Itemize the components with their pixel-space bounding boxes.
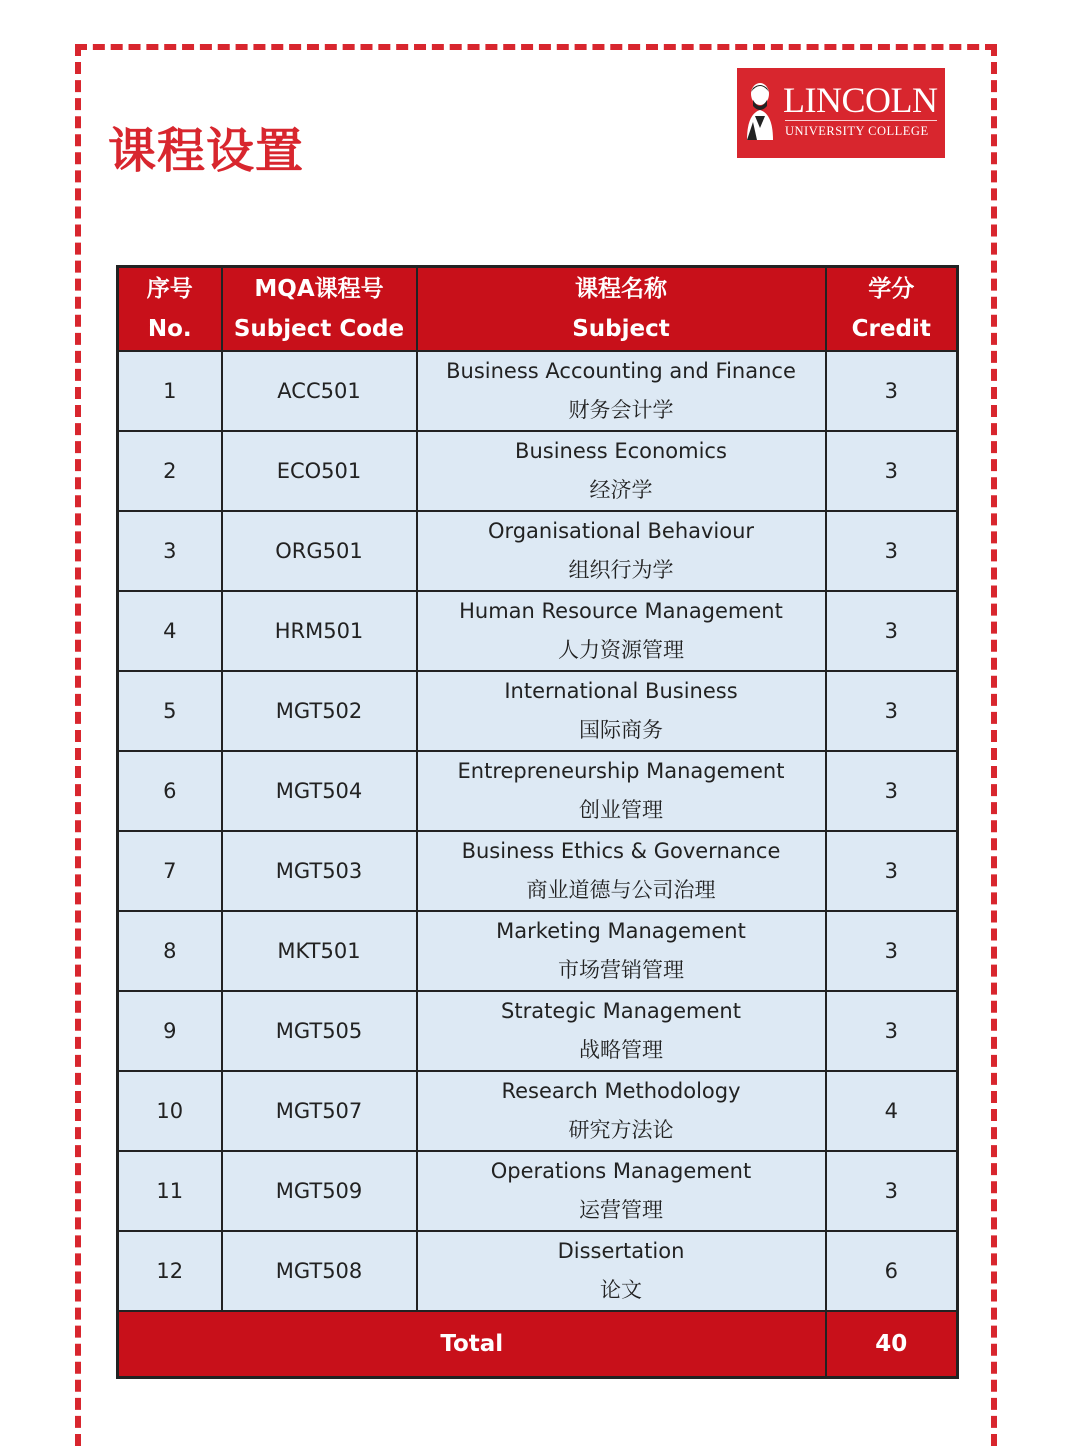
header-subject-cn: 课程名称 [575, 276, 667, 302]
subject-en: Operations Management [490, 1159, 752, 1183]
logo-divider [785, 120, 937, 121]
header-no [118, 267, 222, 352]
total-row [118, 1311, 958, 1378]
subject-en: Business Economics [515, 439, 727, 463]
subject-cn: 战略管理 [579, 1038, 663, 1062]
subject-en: Dissertation [557, 1239, 685, 1263]
row-code: MGT508 [222, 1231, 417, 1311]
row-subject [417, 991, 826, 1071]
row-credit: 3 [826, 991, 958, 1071]
row-subject [417, 751, 826, 831]
table-row [118, 831, 958, 911]
table-row [118, 431, 958, 511]
row-credit: 3 [826, 511, 958, 591]
header-credit-cn: 学分 [868, 276, 915, 302]
row-no: 3 [118, 511, 222, 591]
header-no-cn: 序号 [146, 276, 193, 302]
row-no: 6 [118, 751, 222, 831]
row-no: 8 [118, 911, 222, 991]
table-row [118, 1231, 958, 1311]
course-table [116, 265, 959, 1379]
table-row [118, 671, 958, 751]
row-subject [417, 1231, 826, 1311]
row-code: MGT503 [222, 831, 417, 911]
table-header-row [118, 267, 958, 352]
row-credit: 3 [826, 751, 958, 831]
row-code: ORG501 [222, 511, 417, 591]
row-subject [417, 1151, 826, 1231]
row-code: MKT501 [222, 911, 417, 991]
row-subject [417, 511, 826, 591]
subject-en: Business Accounting and Finance [446, 359, 796, 383]
table-row [118, 591, 958, 671]
header-code [222, 267, 417, 352]
row-credit: 3 [826, 591, 958, 671]
subject-cn: 组织行为学 [568, 558, 674, 582]
row-code: MGT504 [222, 751, 417, 831]
row-credit: 3 [826, 431, 958, 511]
subject-en: Organisational Behaviour [487, 519, 755, 543]
table-row [118, 511, 958, 591]
row-subject [417, 351, 826, 431]
logo-wordmark: LINCOLN [783, 80, 938, 120]
page-title: 课程设置 [108, 123, 305, 179]
total-value: 40 [826, 1311, 958, 1378]
row-code: MGT502 [222, 671, 417, 751]
subject-cn: 国际商务 [579, 718, 663, 742]
row-code: MGT505 [222, 991, 417, 1071]
header-subject-en: Subject [572, 316, 670, 342]
subject-en: Human Resource Management [459, 599, 783, 623]
row-code: MGT509 [222, 1151, 417, 1231]
table-row [118, 751, 958, 831]
row-subject [417, 671, 826, 751]
subject-cn: 财务会计学 [568, 398, 674, 422]
subject-en: International Business [504, 679, 738, 703]
subject-cn: 经济学 [589, 478, 653, 502]
row-subject [417, 1071, 826, 1151]
header-credit-en: Credit [851, 316, 931, 342]
row-code: ACC501 [222, 351, 417, 431]
row-no: 7 [118, 831, 222, 911]
row-credit: 3 [826, 831, 958, 911]
row-credit: 3 [826, 1151, 958, 1231]
subject-cn: 创业管理 [579, 798, 663, 822]
header-code-en: Subject Code [233, 316, 405, 342]
subject-en: Research Methodology [501, 1079, 741, 1103]
row-credit: 3 [826, 911, 958, 991]
subject-cn: 研究方法论 [568, 1118, 674, 1142]
subject-en: Strategic Management [501, 999, 741, 1023]
row-credit: 3 [826, 351, 958, 431]
row-no: 12 [118, 1231, 222, 1311]
row-credit: 4 [826, 1071, 958, 1151]
subject-cn: 商业道德与公司治理 [526, 878, 716, 902]
subject-cn: 论文 [600, 1278, 642, 1302]
subject-en: Business Ethics & Governance [461, 839, 781, 863]
row-code: ECO501 [222, 431, 417, 511]
row-no: 4 [118, 591, 222, 671]
subject-cn: 运营管理 [579, 1198, 663, 1222]
row-subject [417, 831, 826, 911]
row-credit: 3 [826, 671, 958, 751]
subject-en: Entrepreneurship Management [457, 759, 785, 783]
row-no: 2 [118, 431, 222, 511]
row-code: HRM501 [222, 591, 417, 671]
table-row [118, 351, 958, 431]
row-no: 10 [118, 1071, 222, 1151]
subject-en: Marketing Management [496, 919, 746, 943]
row-no: 9 [118, 991, 222, 1071]
row-credit: 6 [826, 1231, 958, 1311]
row-no: 1 [118, 351, 222, 431]
logo-subtitle: UNIVERSITY COLLEGE [785, 124, 929, 138]
subject-cn: 人力资源管理 [558, 638, 684, 662]
header-no-en: No. [147, 316, 192, 342]
lincoln-bust-emblem [743, 78, 777, 148]
row-no: 11 [118, 1151, 222, 1231]
row-code: MGT507 [222, 1071, 417, 1151]
header-credit [826, 267, 958, 352]
table-row [118, 991, 958, 1071]
row-no: 5 [118, 671, 222, 751]
row-subject [417, 911, 826, 991]
subject-cn: 市场营销管理 [558, 958, 684, 982]
table-row [118, 911, 958, 991]
row-subject [417, 591, 826, 671]
lincoln-logo [737, 68, 945, 158]
table-row [118, 1071, 958, 1151]
header-code-cn: MQA课程号 [254, 276, 384, 302]
header-subject [417, 267, 826, 352]
total-label: Total [118, 1311, 826, 1378]
table-row [118, 1151, 958, 1231]
row-subject [417, 431, 826, 511]
